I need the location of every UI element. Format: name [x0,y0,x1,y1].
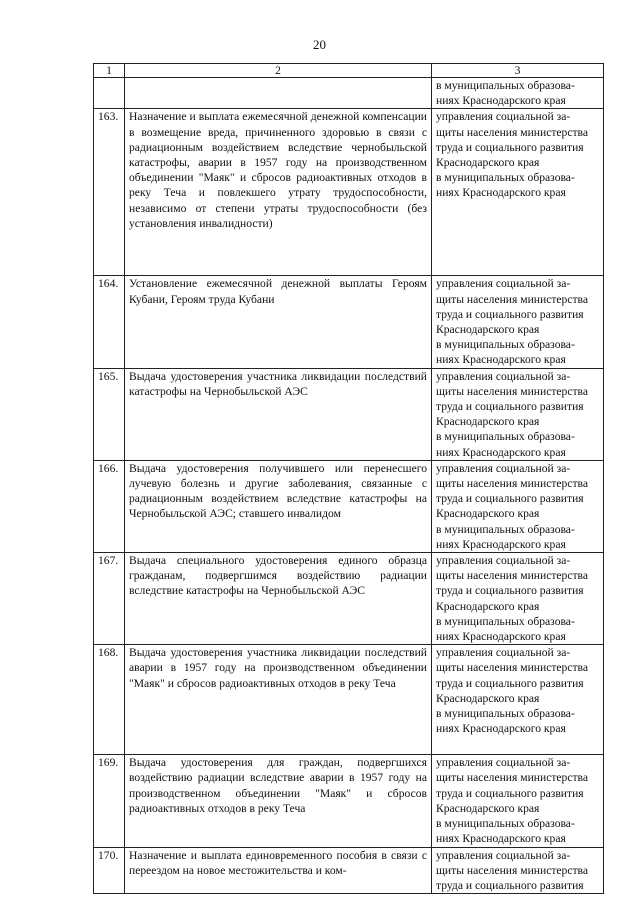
agency-line: ниях Краснодарского края [436,94,566,108]
agency-line: управления социальной за- [436,461,571,475]
row-number: 170. [94,847,125,894]
table-row [94,109,604,276]
agency-line: щиты населения министерства [436,384,589,398]
service-description: Назначение и выплата ежемесячной денежной компенсации в возмещение вреда, причиненного здоровью в связи с радиационным воздействием вследствие чернобыльской катастрофы, аварии в 1957 году на производственном объединении "Маяк" и сбросов радиоактивных отходов в реку Теча и повлекшего утрату трудоспособности, независимо от степени утраты трудоспособности (без установления инвалидности) [125,109,432,276]
agency-line: в муниципальных образова- [436,79,575,92]
agency-line: труда и социального развития [436,878,584,892]
table-row [94,847,604,894]
agency-line: Краснодарского края [436,801,540,815]
service-description: Выдача специального удостоверения единого образца гражданам, подвергшимся воздействию радиации вследствие катастрофы на Чернобыльской АЭС [125,553,432,645]
agency-line: в муниципальных образова- [436,171,575,185]
agency-line: труда и социального развития [436,492,584,506]
agency-line: в муниципальных образова- [436,817,575,831]
agency-line: ниях Краснодарского края [436,537,566,551]
agency-line: управления социальной за- [436,277,571,291]
agency-line: Краснодарского края [436,415,540,429]
responsible-agency [432,109,604,276]
column-header: 2 [125,64,432,78]
agency-line: Краснодарского края [436,323,540,337]
agency-line: ниях Краснодарского края [436,722,566,736]
responsible-agency [432,368,604,460]
page-number: 20 [313,37,326,52]
agency-line: управления социальной за- [436,369,571,383]
responsible-agency [432,553,604,645]
agency-line: в муниципальных образова- [436,338,575,352]
agency-line: труда и социального развития [436,140,584,154]
agency-line: щиты населения министерства [436,477,589,491]
agency-line: в муниципальных образова- [436,430,575,444]
agency-line: управления социальной за- [436,110,571,124]
agency-line: труда и социального развития [436,786,584,800]
services-table [93,63,604,894]
responsible-agency [432,460,604,552]
agency-line: Краснодарского края [436,599,540,613]
table-row [94,276,604,368]
agency-line: щиты населения министерства [436,292,589,306]
agency-line: щиты населения министерства [436,569,589,583]
service-description: Выдача удостоверения участника ликвидации последствий аварии в 1957 году на производственном объединении "Маяк" и сбросов радиоактивных отходов в реку Теча [125,645,432,755]
table-row [94,368,604,460]
table-row [94,553,604,645]
agency-line: Краснодарского края [436,691,540,705]
table-row [94,755,604,847]
column-header: 3 [432,64,604,78]
agency-line: ниях Краснодарского края [436,832,566,846]
responsible-agency [432,276,604,368]
service-cell [125,78,432,109]
agency-line: ниях Краснодарского края [436,630,566,644]
row-number: 166. [94,460,125,552]
continuation-row [94,78,604,109]
service-description: Назначение и выплата единовременного пособия в связи с переездом на новое местожительства и ком- [125,847,432,894]
agency-line: труда и социального развития [436,400,584,414]
row-number-cell [94,78,125,109]
agency-line: ниях Краснодарского края [436,186,566,200]
row-number: 163. [94,109,125,276]
agency-line: Краснодарского края [436,156,540,170]
responsible-agency [432,755,604,847]
service-description: Выдача удостоверения получившего или перенесшего лучевую болезнь и другие заболевания, связанные с радиационным воздействием вследствие катастрофы на Чернобыльской АЭС; ставшего инвалидом [125,460,432,552]
agency-line: щиты населения министерства [436,661,589,675]
row-number: 165. [94,368,125,460]
table-row [94,645,604,755]
row-number: 167. [94,553,125,645]
agency-line: в муниципальных образова- [436,614,575,628]
responsible-agency [432,847,604,894]
row-number: 168. [94,645,125,755]
agency-line: щиты населения министерства [436,771,589,785]
responsible-agency [432,645,604,755]
agency-line: управления социальной за- [436,756,571,770]
agency-cell [432,78,604,109]
column-header-row [94,64,604,78]
agency-line: управления социальной за- [436,646,571,660]
service-description: Установление ежемесячной денежной выплаты Героям Кубани, Героям труда Кубани [125,276,432,368]
agency-line: в муниципальных образова- [436,707,575,721]
table-row [94,460,604,552]
service-description: Выдача удостоверения для граждан, подвергшихся воздействию радиации вследствие аварии в 1957 году на производственном объединении "Маяк" и сбросов радиоактивных отходов в реку Теча [125,755,432,847]
column-header: 1 [94,64,125,78]
agency-line: ниях Краснодарского края [436,445,566,459]
row-number: 169. [94,755,125,847]
agency-line: управления социальной за- [436,554,571,568]
agency-line: в муниципальных образова- [436,522,575,536]
service-description: Выдача удостоверения участника ликвидации последствий катастрофы на Чернобыльской АЭС [125,368,432,460]
agency-line: ниях Краснодарского края [436,353,566,367]
agency-line: управления социальной за- [436,848,571,862]
agency-line: Краснодарского края [436,507,540,521]
agency-line: щиты населения министерства [436,125,589,139]
agency-line: труда и социального развития [436,584,584,598]
agency-line: щиты населения министерства [436,863,589,877]
agency-line: труда и социального развития [436,307,584,321]
agency-line: труда и социального развития [436,676,584,690]
row-number: 164. [94,276,125,368]
